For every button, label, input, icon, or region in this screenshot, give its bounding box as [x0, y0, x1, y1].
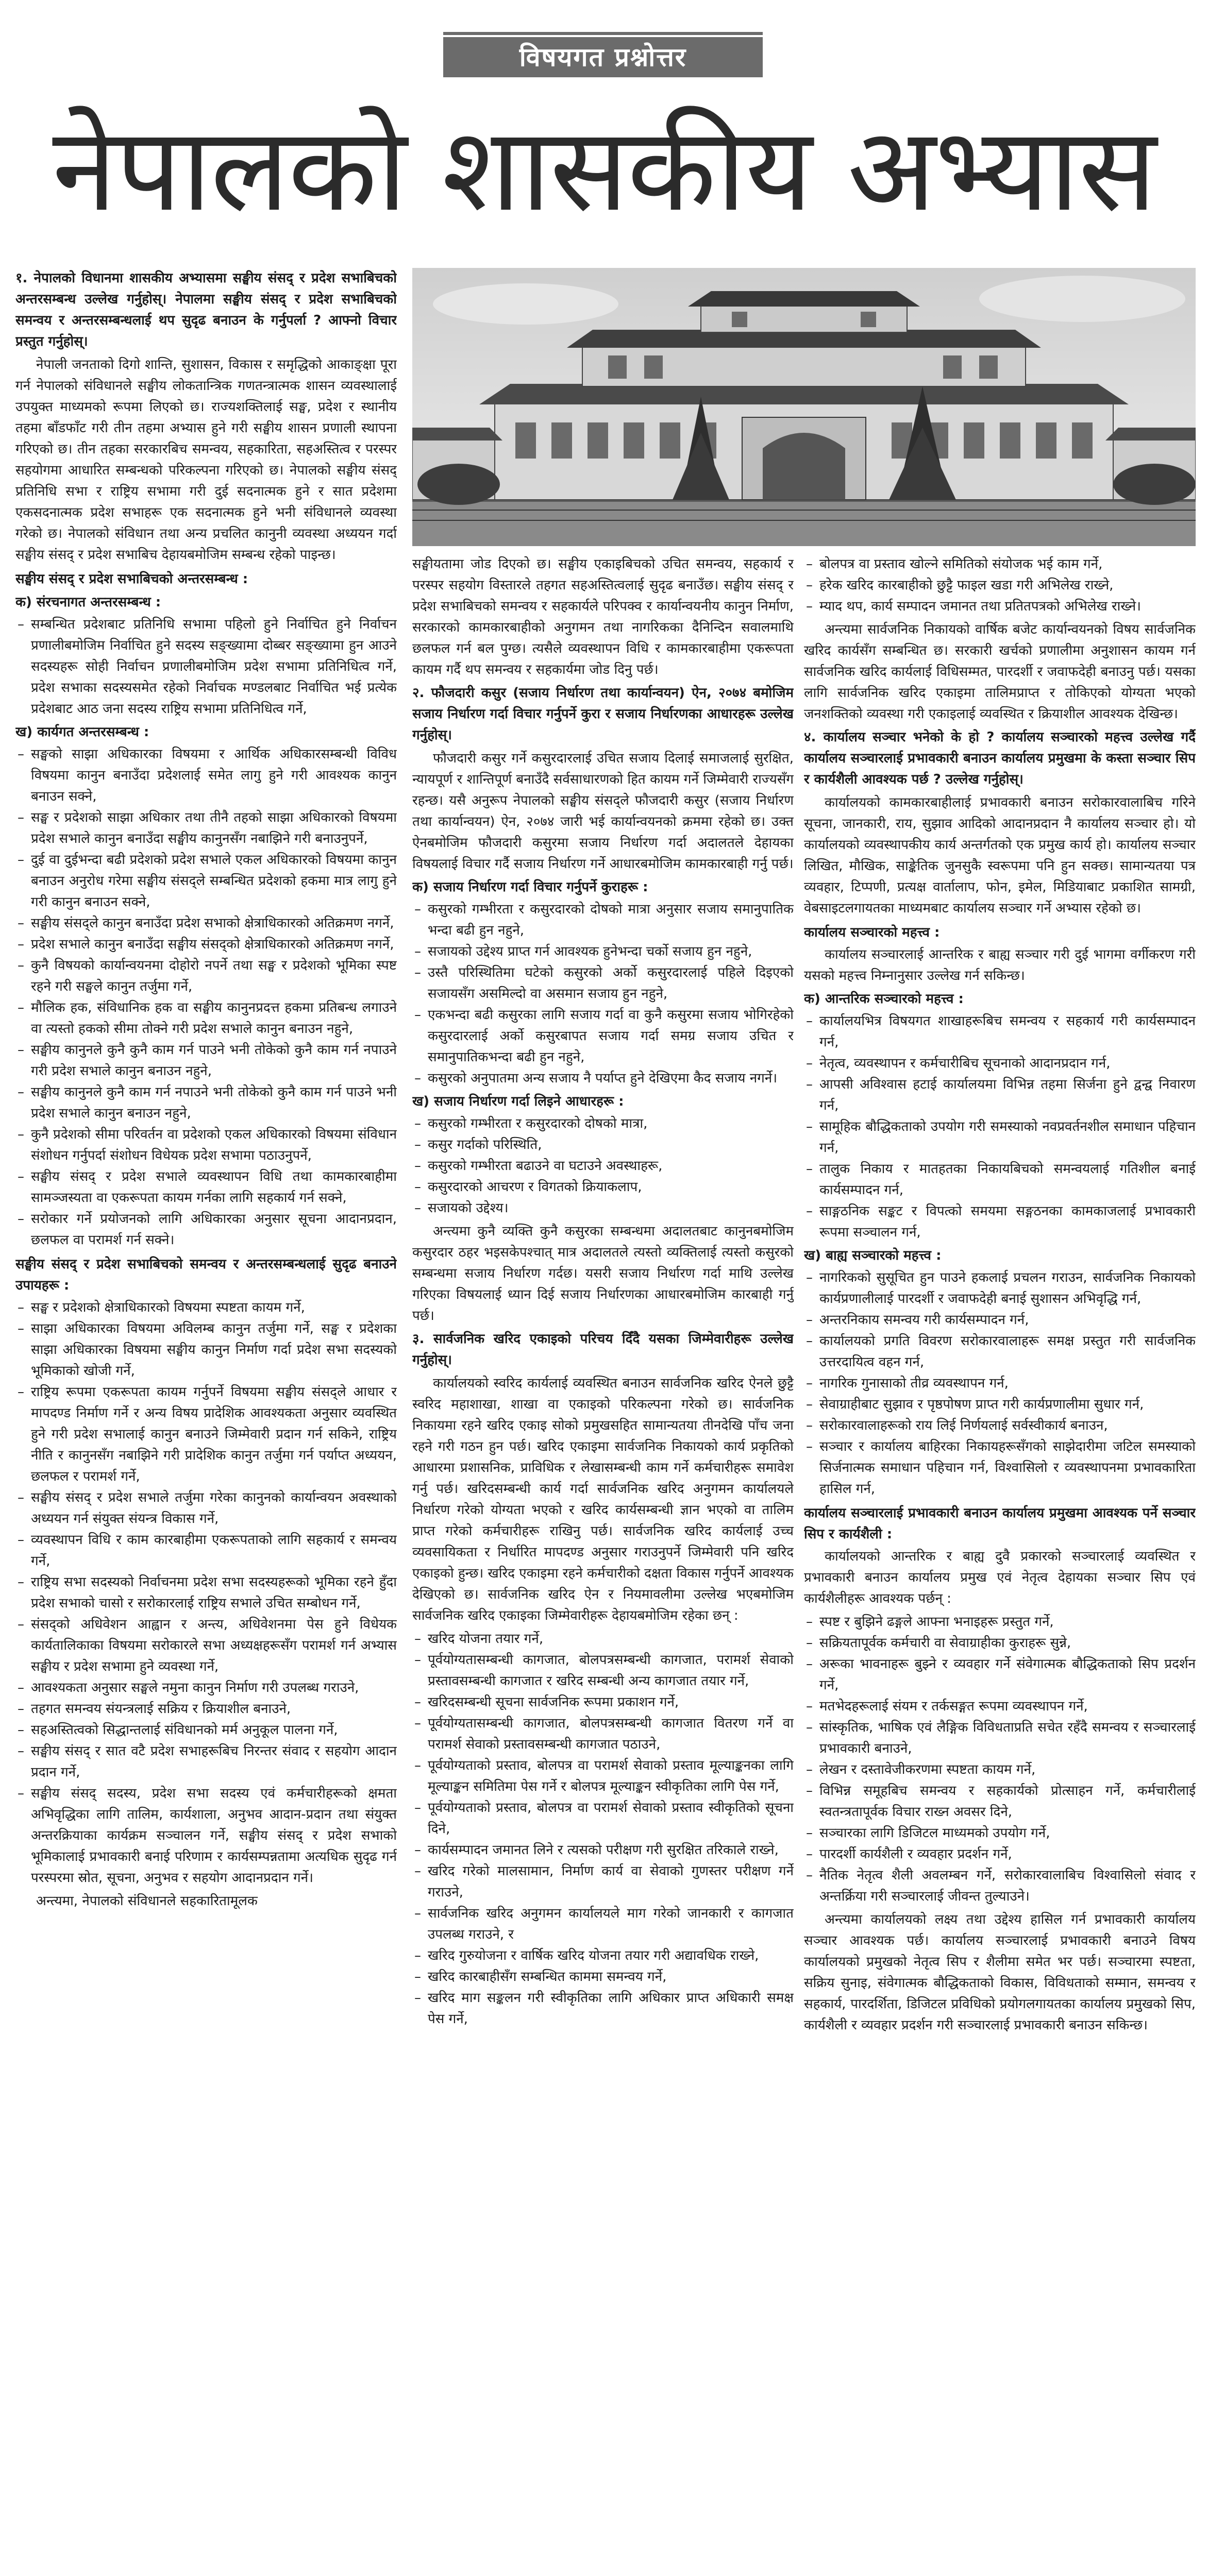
list-item: – नागरिक गुनासाको तीव्र व्यवस्थापन गर्न, — [804, 1373, 1196, 1394]
list-strengthening — [15, 1297, 397, 1889]
list-item: – मौलिक हक, संविधानिक हक वा सङ्घीय कानुनप्रदत्त हकमा प्रतिबन्ध लगाउने वा त्यस्तो हकको सीमा तोक्ने गरी प्रदेश सभाले कानुन बनाउन नहुने, — [15, 997, 397, 1040]
question-1: १. नेपालको विधानमा शासकीय अभ्यासमा सङ्घीय संसद् र प्रदेश सभाबिचको अन्तरसम्बन्ध उल्लेख गर्नुहोस्। नेपालमा सङ्घीय संसद् र प्रदेश सभाबिचको समन्वय र अन्तरसम्बन्धलाई थप सुदृढ बनाउन के गर्नुपर्ला ? आफ्नो विचार प्रस्तुत गर्नुहोस्। — [15, 270, 397, 349]
list-item: – मतभेदहरूलाई संयम र तर्कसङ्गत रूपमा व्यवस्थापन गर्ने, — [804, 1696, 1196, 1717]
answer-2-closing: अन्त्यमा कुनै व्यक्ति कुनै कसुरका सम्बन्धमा अदालतबाट कानुनबमोजिम कसुरदार ठहर भइसकेपश्चात् मात्र अदालतले त्यस्तो व्यक्तिलाई त्यस्तो कसुरको सम्बन्धमा सजाय निर्धारण गर्दछ। यसरी सजाय निर्धारण गर्दा माथि उल्लेख गरिएका विषयलाई ध्यान दिई सजाय निर्धारणका आधारबमोजिम कारबाही गर्नु पर्छ। — [412, 1224, 794, 1324]
list-item: – कसुरको गम्भीरता र कसुरदारको दोषको मात्रा, — [412, 1113, 794, 1134]
list-item: – आवश्यकता अनुसार सङ्घले नमुना कानुन निर्माण गरी उपलब्ध गराउने, — [15, 1677, 397, 1699]
list-item: – साझा अधिकारका विषयमा अविलम्ब कानुन तर्जुमा गर्ने, सङ्घ र प्रदेशका साझा अधिकारका विषयमा सङ्घीय कानुन निर्माण गर्दा प्रदेश सभा सदस्यको भूमिकाको खोजी गर्ने, — [15, 1318, 397, 1382]
answer-3-intro: कार्यालयको स्वरिद कार्यलाई व्यवस्थित बनाउन सार्वजनिक खरिद ऐनले छुट्टै स्वरिद महाशाखा, शाखा वा एकाइको परिकल्पना गरेको छ। सार्वजनिक निकायमा रहने खरिद एकाइ सोको प्रमुखसहित सामान्यतया तीनदेखि पाँच जना रहने गरी गठन हुन पर्छ। खरिद एकाइमा सार्वजनिक निकायको कार्य प्रकृतिको आधारमा प्रशासनिक, प्राविधिक र लेखासम्बन्धी काम गर्ने कर्मचारीहरू समावेश गर्नु पर्छ। खरिदसम्बन्धी कार्य गर्दा सार्वजनिक खरिद अनुगमन कार्यालयले निर्धारण गरेको योग्यता भएको र खरिद कार्यसम्बन्धी ज्ञान भएको वा तालिम प्राप्त गरेको कर्मचारीहरू राखिनु पर्छ। सार्वजनिक खरिद कार्यलाई उच्च व्यवसायिकता र निर्धारित मापदण्ड अनुसार गराउनुपर्ने जिम्मेवारी पनि खरिद एकाइको हुन्छ। खरिद एकाइमा रहने कर्मचारीको दक्षता विकास गर्नुपर्ने आवश्यक देखिएको छ। सार्वजनिक खरिद ऐन र नियमावलीमा उल्लेख भएबमोजिम सार्वजनिक खरिद एकाइका जिम्मेवारीहरू देहायबमोजिम रहेका छन् : — [412, 1376, 794, 1623]
list-item: – सङ्घीय संसद्ले कानुन बनाउँदा प्रदेश सभाको क्षेत्राधिकारको अतिक्रमण नगर्ने, — [15, 913, 397, 934]
list-item: – खरिद कारबाहीसँग सम्बन्धित काममा समन्वय गर्ने, — [412, 1967, 794, 1988]
list-item: – संसद्को अधिवेशन आह्वान र अन्त्य, अधिवेशनमा पेस हुने विधेयक कार्यतालिकाका विषयमा सरोकारले सभा अध्यक्षहरूसँग परामर्श गर्न अभ्यास सङ्घीय र प्रदेश सभामा हुने व्यवस्था गर्ने, — [15, 1614, 397, 1677]
list-item: – दुई वा दुईभन्दा बढी प्रदेशको प्रदेश सभाले एकल अधिकारको विषयमा कानुन बनाउन अनुरोध गरेमा सङ्घीय संसद्ले सम्बन्धित प्रदेशको हकमा मात्र लागु हुने गरी कानुन बनाउन सक्ने, — [15, 850, 397, 913]
list-item: – कुनै प्रदेशको सीमा परिवर्तन वा प्रदेशको एकल अधिकारको विषयमा संविधान संशोधन गर्नुपर्दा संशोधन विधेयक प्रदेश सभामा पठाउनुपर्ने, — [15, 1124, 397, 1166]
list-item: – कसुर गर्दाको परिस्थिति, — [412, 1134, 794, 1156]
list-item: – पूर्वयोग्यतासम्बन्धी कागजात, बोलपत्रसम्बन्धी कागजात वितरण गर्ने वा परामर्श सेवाको प्रस्तावसम्बन्धी कागजात पठाउने, — [412, 1713, 794, 1755]
article-column-2 — [412, 554, 794, 2576]
page-title: नेपालको शासकीय अभ्यास — [52, 103, 1156, 238]
question-4: ४. कार्यालय सञ्चार भनेको के हो ? कार्यालय सञ्चारको महत्त्व उल्लेख गर्दै कार्यालय सञ्चारलाई प्रभावकारी बनाउन कार्यालय प्रमुखमा के कस्ता सञ्चार सिप र कार्यशैली आवश्यक पर्छ ? उल्लेख गर्नुहोस्। — [804, 730, 1196, 787]
list-item: – कार्यालयभित्र विषयगत शाखाहरूबिच समन्वय र सहकार्य गरी कार्यसम्पादन गर्न, — [804, 1011, 1196, 1053]
list-item: – सङ्घीय संसद् सदस्य, प्रदेश सभा सदस्य एवं कर्मचारीहरूको क्षमता अभिवृद्धिका लागि तालिम, कार्यशाला, अनुभव आदान-प्रदान तथा संयुक्त अन्तरक्रियाका कार्यक्रम सञ्चालन गर्ने, सङ्घीय संसद् र प्रदेश सभाको भूमिकालाई प्रभावकारी बनाई परिणाम र कार्यसम्पन्नतामा अत्यधिक सुदृढ गर्न परस्परमा स्रोत, सूचना, अनुभव र सहयोग आदानप्रदान गर्ने। — [15, 1783, 397, 1889]
list-item: – एकभन्दा बढी कसुरका लागि सजाय गर्दा वा कुनै कसुरमा सजाय भोगिरहेको कसुरदारलाई अर्को कसुरबापत सजाय गर्दा समग्र सजाय उचित र समानुपातिकभन्दा बढी हुन नहुने, — [412, 1005, 794, 1068]
answer-1-closing: अन्त्यमा, नेपालको संविधानले सहकारितामूलक — [36, 1893, 258, 1909]
list-external-communication — [804, 1267, 1196, 1500]
list-item: – आपसी अविश्वास हटाई कार्यालयमा विभिन्न तहमा सिर्जना हुने द्वन्द्व निवारण गर्न, — [804, 1074, 1196, 1116]
list-item: – नागरिकको सुसूचित हुन पाउने हकलाई प्रचलन गराउन, सार्वजनिक निकायको कार्यप्रणालीलाई पारदर्शी र जवाफदेही बनाई सुशासन अभिवृद्धि गर्न, — [804, 1267, 1196, 1310]
answer-4-closing: अन्त्यमा कार्यालयको लक्ष्य तथा उद्देश्य हासिल गर्न प्रभावकारी कार्यालय सञ्चार आवश्यक पर्छ। कार्यालय सञ्चारलाई प्रभावकारी बनाउने विषय कार्यालयको प्रमुखको नेतृत्व सिप र शैलीमा समेत भर पर्छ। सञ्चारमा स्पष्टता, सक्रिय सुनाइ, संवेगात्मक बौद्धिकताको विकास, विविधताको सम्मान, समन्वय र सहकार्य, पारदर्शिता, डिजिटल प्रविधिको प्रयोगलगायतका कार्यालय प्रमुखको सिप, कार्यशैली र व्यवहार प्रदर्शन गरी सञ्चारलाई प्रभावकारी बनाउन सकिन्छ। — [804, 1912, 1196, 2033]
list-item: – अरूका भावनाहरू बुझ्ने र व्यवहार गर्ने संवेगात्मक बौद्धिकताको सिप प्रदर्शन गर्ने, — [804, 1654, 1196, 1696]
list-item: – सांस्कृतिक, भाषिक एवं लैङ्गिक विविधताप्रति सचेत रहँदै समन्वय र सञ्चारलाई प्रभावकारी बनाउने, — [804, 1717, 1196, 1759]
list-item: – राष्ट्रिय रूपमा एकरूपता कायम गर्नुपर्ने विषयमा सङ्घीय संसद्ले आधार र मापदण्ड निर्माण गर्ने र अन्य विषय प्रादेशिक आवश्यकता अनुसार व्यवस्थित हुने गरी प्रदेश सभालाई कानुन बनाउने जिम्मेवारी प्रदान गर्न सकिने, राष्ट्रिय नीति र कानुनसँग नबाझिने गरी प्रादेशिक कानुन तर्जुमा गर्न पर्याप्त अध्ययन, छलफल र परामर्श गर्ने, — [15, 1382, 397, 1487]
list-item: – सक्रियतापूर्वक कर्मचारी वा सेवाग्राहीका कुराहरू सुन्ने, — [804, 1633, 1196, 1654]
list-structural — [15, 614, 397, 720]
list-procurement-responsibilities — [412, 1629, 794, 2030]
list-sentencing-considerations — [412, 899, 794, 1089]
list-item: – सङ्घीय संसद् र प्रदेश सभाले व्यवस्थापन विधि तथा कामकारबाहीमा सामञ्जस्यता वा एकरूपता कायम गर्नका लागि सहकार्य गर्न सक्ने, — [15, 1166, 397, 1209]
list-item: – सङ्घीय कानुनले कुनै कुनै काम गर्न पाउने भनी तोकेको कुनै काम गर्न नपाउने गरी प्रदेश सभाले कानुन बनाउन नहुने, — [15, 1040, 397, 1082]
list-item: – सामूहिक बौद्धिकताको उपयोग गरी समस्याको नवप्रवर्तनशील समाधान पहिचान गर्न, — [804, 1116, 1196, 1159]
list-item: – लेखन र दस्तावेजीकरणमा स्पष्टता कायम गर्ने, — [804, 1759, 1196, 1781]
list-item: – सार्वजनिक खरिद अनुगमन कार्यालयले माग गरेको जानकारी र कागजात उपलब्ध गराउने, र — [412, 1903, 794, 1945]
list-item: – तहगत समन्वय संयन्त्रलाई सक्रिय र क्रियाशील बनाउने, — [15, 1699, 397, 1720]
list-item: – कार्यालयको प्रगति विवरण सरोकारवालाहरू समक्ष प्रस्तुत गरी सार्वजनिक उत्तरदायित्व वहन गर्न, — [804, 1331, 1196, 1373]
list-item: – खरिद योजना तयार गर्ने, — [412, 1629, 794, 1650]
answer-1-continued: सङ्घीयतामा जोड दिएको छ। सङ्घीय एकाइबिचको उचित समन्वय, सहकार्य र परस्पर सहयोग विस्तारले तहगत सहअस्तित्वलाई सुदृढ बनाउँछ। सङ्घीय संसद् र प्रदेश सभाबिचको समन्वय र सहकार्यले परिपक्व र कार्यान्वयनीय कानुन निर्माण, सरकारको कामकारबाहीको अनुगमन तथा नागरिकका दैनिन्दिन सवालमाथि छलफल गर्न बल पुग्छ। त्यसैले व्यवस्थापन विधि र कामकारबाहीमा एकरूपता कायम गर्दै थप समन्वय र सहकार्यमा जोड दिनु पर्छ। — [412, 556, 794, 677]
list-item: – साङ्गठनिक सङ्कट र विपत्को समयमा सङ्गठनका कामकाजलाई प्रभावकारी रूपमा सञ्चालन गर्न, — [804, 1201, 1196, 1243]
answer-2-intro: फौजदारी कसुर गर्ने कसुरदारलाई उचित सजाय दिलाई समाजलाई सुरक्षित, न्यायपूर्ण र शान्तिपूर्ण बनाउँदै सर्वसाधारणको हित कायम गर्ने जिम्मेवारी राज्यसँग रहन्छ। यसै अनुरूप नेपालको सङ्घीय संसद्ले फौजदारी कसुर (सजाय निर्धारण तथा कार्यान्वयन) ऐन, २०७४ जारी भई कार्यान्वयनको क्रममा रहेको छ। उक्त ऐनबमोजिम फौजदारी कसुरमा सजाय निर्धारण गर्दा अदालतले देहायका विषयलाई विचार गर्दै सजाय निर्धारण गर्ने आधारबमोजिम कामकारबाही गर्नु पर्छ। — [412, 751, 794, 872]
list-item: – कसुरको गम्भीरता र कसुरदारको दोषको मात्रा अनुसार सजाय समानुपातिक भन्दा बढी हुन नहुने, — [412, 899, 794, 941]
list-item: – खरिद गरेको मालसामान, निर्माण कार्य वा सेवाको गुणस्तर परीक्षण गर्ने गराउने, — [412, 1861, 794, 1903]
parliament-building-photo — [412, 268, 1196, 546]
list-item: – सङ्घीय संसद् र प्रदेश सभाले तर्जुमा गरेका कानुनको कार्यान्वयन अवस्थाको अध्ययन गर्न संयुक्त संयन्त्र विकास गर्ने, — [15, 1487, 397, 1530]
list-item: – प्रदेश सभाले कानुन बनाउँदा सङ्घीय संसद्को क्षेत्राधिकारको अतिक्रमण नगर्ने, — [15, 934, 397, 955]
list-item: – कुनै विषयको कार्यान्वयनमा दोहोरो नपर्ने तथा सङ्घ र प्रदेशको भूमिका स्पष्ट रहने गरी सङ्घले कानुन तर्जुमा गर्ने, — [15, 955, 397, 997]
subheading-external-communication: ख) बाह्य सञ्चारको महत्त्व : — [804, 1248, 942, 1263]
list-item: – सजायको उद्देश्य। — [412, 1198, 794, 1219]
list-item: – तालुक निकाय र मातहतका निकायबिचको समन्वयलाई गतिशील बनाई कार्यसम्पादन गर्न, — [804, 1159, 1196, 1201]
list-item: – अन्तरनिकाय समन्वय गरी कार्यसम्पादन गर्न, — [804, 1310, 1196, 1331]
list-item: – सङ्घीय संसद् र सात वटै प्रदेश सभाहरूबिच निरन्तर संवाद र सहयोग आदान प्रदान गर्ने, — [15, 1741, 397, 1783]
list-item: – खरिदसम्बन्धी सूचना सार्वजनिक रूपमा प्रकाशन गर्ने, — [412, 1692, 794, 1713]
list-sentencing-bases — [412, 1113, 794, 1219]
list-item: – सङ्घीय कानुनले कुनै काम गर्न नपाउने भनी तोकेको कुनै काम गर्न पाउने भनी प्रदेश सभाले कानुन बनाउन नहुने, — [15, 1082, 397, 1124]
answer-1-intro: नेपाली जनताको दिगो शान्ति, सुशासन, विकास र समृद्धिको आकाङ्क्षा पूरा गर्न नेपालको संविधानले सङ्घीय लोकतान्त्रिक गणतन्त्रात्मक शासन व्यवस्थालाई उपयुक्त माध्यमको रूपमा लिएको छ। राज्यशक्तिलाई सङ्घ, प्रदेश र स्थानीय तहमा बाँडफाँट गरी तीन तहमा अभ्यास हुने गरी सङ्घीय शासन प्रणाली स्थापना गरिएको छ। तीन तहका सरकारबिच समन्वय, सहकारिता, सहअस्तित्व र परस्पर सहयोगमा आधारित सम्बन्धको परिकल्पना गरिएको छ। नेपालको सङ्घीय संसद् प्रतिनिधि सभा र राष्ट्रिय सभामा गरी दुई सदनात्मक हुने र सात प्रदेशमा एकसदनात्मक प्रदेश सभाहरू एक सदनात्मक हुने भनी संविधानले व्यवस्था गरेको छ। नेपालको संविधान तथा अन्य प्रचलित कानुनी व्यवस्था अध्ययन गर्दा सङ्घीय संसद् र प्रदेश सभाबिच देहायबमोजिम सम्बन्ध रहेको पाइन्छ। — [15, 357, 397, 563]
subheading-functional: ख) कार्यगत अन्तरसम्बन्ध : — [15, 724, 149, 740]
communication-importance-text: कार्यालय सञ्चारलाई आन्तरिक र बाह्य सञ्चार गरी दुई भागमा वर्गीकरण गरी यसको महत्त्व निम्नानुसार उल्लेख गर्न सकिन्छ। — [804, 947, 1196, 984]
list-item: – स्पष्ट र बुझिने ढङ्गले आफ्ना भनाइहरू प्रस्तुत गर्ने, — [804, 1612, 1196, 1633]
list-item: – बोलपत्र वा प्रस्ताव खोल्ने समितिको संयोजक भई काम गर्ने, — [804, 554, 1196, 575]
list-item: – सङ्घ र प्रदेशको क्षेत्राधिकारको विषयमा स्पष्टता कायम गर्ने, — [15, 1297, 397, 1318]
list-item: – सरोकार गर्ने प्रयोजनको लागि अधिकारका अनुसार सूचना आदानप्रदान, छलफल वा परामर्श गर्न सक्ने। — [15, 1209, 397, 1251]
list-item: – राष्ट्रिय सभा सदस्यको निर्वाचनमा प्रदेश सभा सदस्यहरूको भूमिका रहने हुँदा प्रदेश सभाको चासो र सरोकारलाई राष्ट्रिय सभाले उचित सम्बोधन गर्ने, — [15, 1572, 397, 1614]
answer-4-intro: कार्यालयको कामकारबाहीलाई प्रभावकारी बनाउन सरोकारवालाबिच गरिने सूचना, जानकारी, राय, सुझाव आदिको आदानप्रदान नै कार्यालय सञ्चार हो। यो कार्यालयको व्यवस्थापकीय कार्य अन्तर्गतको एक प्रमुख कार्य हो। कार्यालय सञ्चार लिखित, मौखिक, साङ्केतिक जुनसुकै स्वरूपमा पनि हुन सक्छ। सामान्यतया पत्र व्यवहार, टिप्पणी, प्रत्यक्ष वार्तालाप, फोन, इमेल, मिडियाबाट प्रकाशित सामग्री, वेबसाइटलगायतका माध्यमबाट कार्यालय सञ्चार गर्ने अभ्यास रहेको छ। — [804, 795, 1196, 916]
list-item: – कसुरको गम्भीरता बढाउने वा घटाउने अवस्थाहरू, — [412, 1156, 794, 1177]
list-item: – सञ्चारका लागि डिजिटल माध्यमको उपयोग गर्ने, — [804, 1823, 1196, 1844]
list-item: – सङ्घको साझा अधिकारका विषयमा र आर्थिक अधिकारसम्बन्धी विविध विषयमा कानुन बनाउँदा प्रदेशलाई समेत लागु हुने गरी आवश्यक कानुन बनाउन सक्ने, — [15, 744, 397, 807]
list-item: – सेवाग्राहीबाट सुझाव र पृष्ठपोषण प्राप्त गरी कार्यप्रणालीमा सुधार गर्न, — [804, 1394, 1196, 1415]
list-internal-communication — [804, 1011, 1196, 1243]
parliament-building-image — [412, 268, 1196, 546]
list-item: – खरिद माग सङ्कलन गरी स्वीकृतिका लागि अधिकार प्राप्त अधिकारी समक्ष पेस गर्ने, — [412, 1988, 794, 2030]
list-item: – पूर्वयोग्यतासम्बन्धी कागजात, बोलपत्रसम्बन्धी कागजात, परामर्श सेवाको प्रस्तावसम्बन्धी कागजात र खरिद सम्बन्धी अन्य कागजात तयार गर्ने, — [412, 1650, 794, 1692]
list-item: – कसुरको अनुपातमा अन्य सजाय नै पर्याप्त हुने देखिएमा कैद सजाय नगर्ने। — [412, 1068, 794, 1089]
article-column-3 — [804, 554, 1196, 2576]
list-item: – पूर्वयोग्यताको प्रस्ताव, बोलपत्र वा परामर्श सेवाको प्रस्ताव मूल्याङ्कनका लागि मूल्याङ्कन समितिमा पेस गर्ने र बोलपत्र मूल्याङ्कन स्वीकृतिका लागि पेस गर्ने, — [412, 1755, 794, 1798]
question-3: ३. सार्वजनिक खरिद एकाइको परिचय दिँदै यसका जिम्मेवारीहरू उल्लेख गर्नुहोस्। — [412, 1331, 794, 1368]
list-item: – विभिन्न समूहबिच समन्वय र सहकार्यको प्रोत्साहन गर्ने, कर्मचारीलाई स्वतन्त्रतापूर्वक विचार राख्न अवसर दिने, — [804, 1781, 1196, 1823]
heading-communication-importance: कार्यालय सञ्चारको महत्त्व : — [804, 925, 940, 940]
subheading-structural: क) संरचनागत अन्तरसम्बन्ध : — [15, 595, 161, 610]
list-item: – खरिद गुरुयोजना र वार्षिक खरिद योजना तयार गरी अद्यावधिक राख्ने, — [412, 1945, 794, 1967]
list-item: – सरोकारवालाहरूको राय लिई निर्णयलाई सर्वस्वीकार्य बनाउन, — [804, 1415, 1196, 1436]
banner-rule — [443, 32, 763, 35]
list-item: – नैतिक नेतृत्व शैली अवलम्बन गर्ने, सरोकारवालाबिच विश्वासिलो संवाद र अन्तर्क्रिया गरी सञ्चारलाई जीवन्त तुल्याउने। — [804, 1865, 1196, 1907]
list-communication-skills — [804, 1612, 1196, 1907]
subheading-internal-communication: क) आन्तरिक सञ्चारको महत्त्व : — [804, 991, 964, 1007]
list-item: – व्यवस्थापन विधि र काम कारबाहीमा एकरूपताको लागि सहकार्य र समन्वय गर्ने, — [15, 1530, 397, 1572]
list-item: – सजायको उद्देश्य प्राप्त गर्न आवश्यक हुनेभन्दा चर्को सजाय हुन नहुने, — [412, 941, 794, 962]
list-item: – उस्तै परिस्थितिमा घटेको कसुरको अर्को कसुरदारलाई पहिले दिइएको सजायसँग असमिल्दो वा असमान सजाय हुन नहुने, — [412, 962, 794, 1005]
list-item: – सङ्घ र प्रदेशको साझा अधिकार तथा तीनै तहको साझा अधिकारको विषयमा प्रदेश सभाले कानुन बनाउँदा सङ्घीय कानुनसँग नबाझिने गरी बनाउनुपर्ने, — [15, 807, 397, 850]
list-item: – कसुरदारको आचरण र विगतको क्रियाकलाप, — [412, 1177, 794, 1198]
answer-3-closing: अन्त्यमा सार्वजनिक निकायको वार्षिक बजेट कार्यान्वयनको विषय सार्वजनिक खरिद कार्यसँग सम्बन्धित छ। सरकारी खर्चको प्रणालीमा अनुशासन कायम गर्न सार्वजनिक खरिद कार्यलाई विधिसम्मत, पारदर्शी र जवाफदेही बनाउनु पर्छ। यसका लागि सार्वजनिक खरिद एकाइमा तालिमप्राप्त र तोकिएको योग्यता भएको जनशक्तिको व्यवस्था गरी एकाइलाई व्यवस्थित र क्रियाशील आवश्यक देखिन्छ। — [804, 622, 1196, 722]
section-banner — [443, 32, 763, 77]
list-procurement-continued — [804, 554, 1196, 617]
list-functional — [15, 744, 397, 1251]
list-item: – सम्बन्धित प्रदेशबाट प्रतिनिधि सभामा पहिलो हुने निर्वाचित हुने निर्वाचन प्रणालीबमोजिम निर्वाचित हुने सदस्य सङ्ख्यामा दोब्बर सङ्ख्यामा हुन आउने सदस्यहरू सोही निर्वाचन प्रणालीबमोजिम प्रदेश सभामा प्रतिनिधित्व गर्ने, प्रदेश सभाका सदस्यसमेत रहेको निर्वाचक मण्डलबाट निर्वाचित भई प्रत्येक प्रदेशबाट आठ जना सदस्य राष्ट्रिय सभामा प्रतिनिधित्व गर्ने, — [15, 614, 397, 720]
subheading-sentencing-considerations: क) सजाय निर्धारण गर्दा विचार गर्नुपर्ने कुराहरू : — [412, 879, 648, 895]
list-item: – सहअस्तित्वको सिद्धान्तलाई संविधानको मर्म अनुकूल पालना गर्ने, — [15, 1720, 397, 1741]
list-item: – कार्यसम्पादन जमानत लिने र त्यसको परीक्षण गरी सुरक्षित तरिकाले राख्ने, — [412, 1840, 794, 1861]
subheading-sentencing-bases: ख) सजाय निर्धारण गर्दा लिइने आधारहरू : — [412, 1094, 624, 1109]
list-item: – हरेक खरिद कारबाहीको छुट्टै फाइल खडा गरी अभिलेख राख्ने, — [804, 575, 1196, 596]
article-column-1 — [15, 268, 397, 2576]
list-item: – नेतृत्व, व्यवस्थापन र कर्मचारीबिच सूचनाको आदानप्रदान गर्न, — [804, 1053, 1196, 1074]
list-item: – सञ्चार र कार्यालय बाहिरका निकायहरूसँगको साझेदारीमा जटिल समस्याको सिर्जनात्मक समाधान पहिचान गर्न, विश्वासिलो र व्यवस्थापनमा प्रभावकारिता हासिल गर्न, — [804, 1436, 1196, 1500]
section-banner-label: विषयगत प्रश्नोत्तर — [443, 37, 763, 77]
heading-strengthening: सङ्घीय संसद् र प्रदेश सभाबिचको समन्वय र अन्तरसम्बन्धलाई सुदृढ बनाउने उपायहरू : — [15, 1257, 397, 1293]
heading-communication-skills: कार्यालय सञ्चारलाई प्रभावकारी बनाउन कार्यालय प्रमुखमा आवश्यक पर्ने सञ्चार सिप र कार्यशैली : — [804, 1505, 1196, 1542]
question-2: २. फौजदारी कसुर (सजाय निर्धारण तथा कार्यान्वयन) ऐन, २०७४ बमोजिम सजाय निर्धारण गर्दा विचार गर्नुपर्ने कुरा र सजाय निर्धारणका आधारहरू उल्लेख गर्नुहोस्। — [412, 685, 794, 743]
list-item: – पूर्वयोग्यताको प्रस्ताव, बोलपत्र वा परामर्श सेवाको प्रस्ताव स्वीकृतिको सूचना दिने, — [412, 1798, 794, 1840]
heading-relations: सङ्घीय संसद् र प्रदेश सभाबिचको अन्तरसम्बन्ध : — [15, 571, 248, 587]
list-item: – म्याद थप, कार्य सम्पादन जमानत तथा प्रतितपत्रको अभिलेख राख्ने। — [804, 596, 1196, 617]
list-item: – पारदर्शी कार्यशैली र व्यवहार प्रदर्शन गर्ने, — [804, 1844, 1196, 1865]
communication-skills-text: कार्यालयको आन्तरिक र बाह्य दुवै प्रकारको सञ्चारलाई व्यवस्थित र प्रभावकारी बनाउन कार्यालय प्रमुख एवं नेतृत्व देहायका सञ्चार सिप एवं कार्यशैलीहरू आवश्यक पर्छन् : — [804, 1549, 1196, 1606]
